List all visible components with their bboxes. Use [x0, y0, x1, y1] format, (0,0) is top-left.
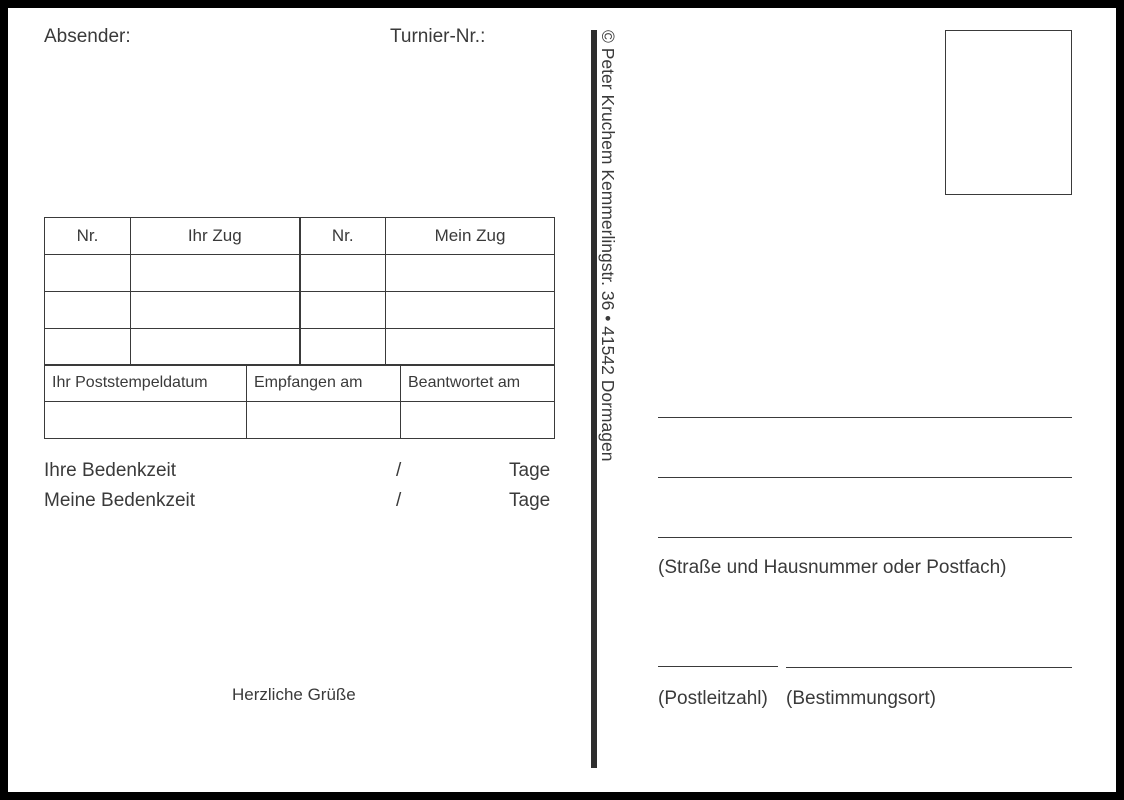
- received-on-cell[interactable]: [247, 402, 401, 439]
- my-thinking-time-separator: /: [396, 490, 402, 511]
- table-row: [45, 402, 555, 439]
- dates-table: [44, 364, 555, 439]
- header-nr-yours: Nr.: [45, 218, 131, 255]
- move-cell[interactable]: [386, 255, 555, 292]
- moves-table: [44, 217, 555, 366]
- move-cell[interactable]: [45, 292, 131, 329]
- move-cell[interactable]: [300, 292, 386, 329]
- answered-on-cell[interactable]: [401, 402, 555, 439]
- moves-header-row: [45, 218, 555, 255]
- closing-greeting: Herzliche Grüße: [232, 685, 356, 704]
- dates-header-row: [45, 365, 555, 402]
- your-thinking-time-separator: /: [396, 460, 402, 481]
- city-line[interactable]: [786, 667, 1072, 668]
- move-cell[interactable]: [386, 292, 555, 329]
- move-cell[interactable]: [45, 255, 131, 292]
- header-postmark-date: Ihr Poststempeldatum: [45, 365, 247, 402]
- street-label: (Straße und Hausnummer oder Postfach): [658, 557, 1007, 578]
- postcode-label: (Postleitzahl): [658, 688, 768, 709]
- address-line[interactable]: [658, 537, 1072, 538]
- address-line[interactable]: [658, 477, 1072, 478]
- my-thinking-time-unit: Tage: [509, 490, 551, 511]
- header-nr-mine: Nr.: [300, 218, 386, 255]
- stamp-box: [945, 30, 1072, 195]
- postmark-date-cell[interactable]: [45, 402, 247, 439]
- table-row: [45, 292, 555, 329]
- city-label: (Bestimmungsort): [786, 688, 936, 709]
- sender-label: Absender:: [44, 26, 131, 47]
- header-your-move: Ihr Zug: [131, 218, 300, 255]
- move-cell[interactable]: [131, 292, 300, 329]
- move-cell[interactable]: [45, 329, 131, 366]
- move-cell[interactable]: [131, 255, 300, 292]
- table-row: [45, 329, 555, 366]
- header-my-move: Mein Zug: [386, 218, 555, 255]
- move-cell[interactable]: [386, 329, 555, 366]
- address-line[interactable]: [658, 417, 1072, 418]
- table-row: [45, 255, 555, 292]
- header-received-on: Empfangen am: [247, 365, 401, 402]
- postcode-line[interactable]: [658, 666, 778, 667]
- postcard: [8, 8, 1116, 792]
- tournament-number-label: Turnier-Nr.:: [390, 26, 486, 47]
- move-cell[interactable]: [300, 329, 386, 366]
- your-thinking-time-unit: Tage: [509, 460, 551, 481]
- move-cell[interactable]: [131, 329, 300, 366]
- your-thinking-time-label: Ihre Bedenkzeit: [44, 460, 177, 481]
- header-answered-on: Beantwortet am: [401, 365, 555, 402]
- my-thinking-time-label: Meine Bedenkzeit: [44, 490, 196, 511]
- publisher-imprint: © Peter Kruchem Kemmerlingstr. 36 • 41542 Dormagen: [598, 30, 618, 462]
- move-cell[interactable]: [300, 255, 386, 292]
